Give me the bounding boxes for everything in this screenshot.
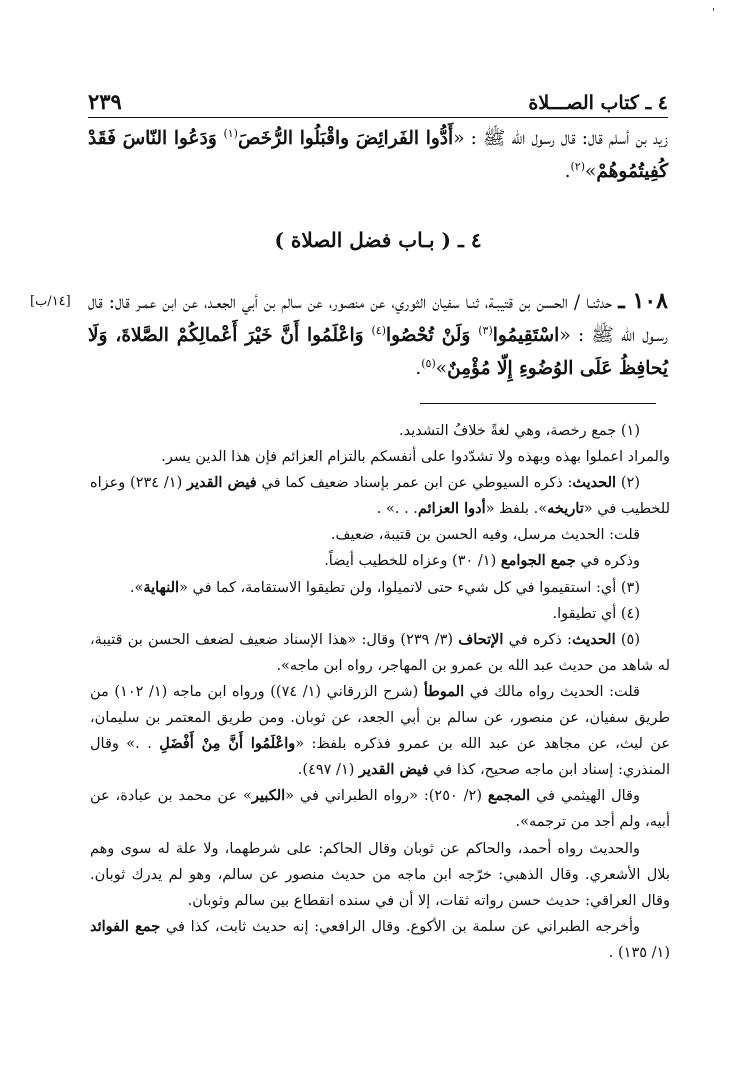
footnote-4: (٤) أي تطيقوا.	[552, 605, 640, 622]
hadith-matn-1: اسْتَقِيمُوا	[492, 325, 560, 346]
intro-hadith-text: أَدُّوا الفَرائِضَ واقْبَلُوا الرُّخَصَ	[237, 128, 454, 149]
footnote-2-label: الحديث	[572, 474, 617, 492]
footnote-2-text: : ذكره السيوطي عن ابن عمر بإسناد ضعيف كما في	[256, 475, 573, 492]
comment-6-text-3: . .» وقال المنذري: إسناد ابن ماجه صحيح، كذا في	[90, 736, 670, 779]
footnote-5-comment-3: والحديث رواه أحمد، والحاكم عن ثوبان وقال الحاكم: على شرطهما، ولا علة له سوى وهم بلال الأشعري. وقال الذهبي: خرّجه ابن ماجه من حديث منصور عن سالم، وهو لم يدرك ثوبان. وقال العراقي: حديث حسن رواته ثقات، إلا أن في سنده انقطاع بين سالم وثوبان.	[90, 840, 670, 909]
footnote-2-comment: قلت: الحديث مرسل، وفيه الحسن بن قتيبة، ضعيف.	[330, 527, 640, 544]
comment-6-text-2: (شرح الزرقاني (١/ ٧٤)) ورواه ابن ماجه (١/ ١٠٢) من طريق سفيان، عن منصور، عن سالم بن أبي الجعد، عن ثوبان. ومن طريق المعتمر بن سليمان، عن ليث، عن مجاهد عن عبد الله بن عمرو فذكره بلفظ: «	[90, 683, 670, 753]
footnote-ref-3: (٣)	[478, 323, 493, 337]
hadith-tail: .	[415, 358, 422, 379]
running-header	[88, 84, 668, 118]
comment-7-text-2: (٢/ ٢٥٠): «رواه الطبراني في «	[285, 788, 488, 805]
comment-6-lafz: واعْلَمُوا أَنَّ مِنْ أَفْضَلِ	[159, 735, 296, 753]
footnote-ref-5: (٥)	[421, 356, 436, 370]
footnote-2-text-3: ». بلفظ «	[485, 501, 548, 518]
footnote-5-comment-2	[90, 783, 670, 835]
footnote-5-label: الحديث	[571, 630, 616, 648]
margin-folio-ref: [١٤/ب]	[30, 294, 71, 309]
footnotes	[90, 418, 670, 966]
comment-7-book: المجمع	[487, 787, 531, 805]
footnote-2c-text-2: (١/ ٣٠) وعزاه للخطيب أيضاً.	[324, 553, 501, 570]
footnote-2c-book: جمع الجوامع	[500, 552, 576, 570]
footnote-3-end: ».	[129, 579, 144, 596]
hadith-number: ١٠٨ ـ	[618, 288, 668, 314]
footnote-2-book: فيض القدير	[187, 474, 257, 492]
footnote-5-comment-4	[90, 914, 670, 966]
footnote-ref-1: (١)	[223, 126, 238, 140]
hadith-matn-2: وَلَنْ تُحْصُوا	[386, 325, 479, 346]
footnote-2-end: . . .» .	[376, 501, 418, 518]
footnote-2	[90, 470, 670, 522]
comment-9-book: جمع الفوائد	[90, 917, 161, 935]
hadith-isnad: حدثنـا / الحسن بن قتيبـة، ثنـا سفيان الثوري، عن منصور، عن سالم بن أبي الجعـد، عن ابن عمـر قال: قال رسـول الله ﷺ : «	[88, 292, 668, 346]
footnote-2-tarikh: تاريخه	[547, 500, 584, 518]
comment-6-text: قلت: الحديث رواه مالك في	[464, 683, 640, 700]
footnote-2-text-2: (١/ ٢٣٤) وعزاه للخطيب في «	[90, 475, 670, 518]
comment-6-book-2: فيض القدير	[359, 761, 429, 779]
chapter-heading: ٤ ـ ( بـاب فضل الصلاة )	[274, 228, 482, 252]
footnote-5-number: (٥)	[615, 631, 640, 648]
chapter-running-title: ٤ ـ كتاب الصـــلاة	[528, 92, 668, 114]
footnote-5-comment	[90, 679, 670, 783]
footnote-5-book: الإتحاف	[458, 630, 504, 648]
footnote-1-continuation: والمراد اعملوا بهذه وبهذه ولا تشدّدوا على أنفسكم بالتزام العزائم فإن هذا الدين يسر.	[161, 449, 670, 466]
footnote-2-number: (٢)	[616, 475, 640, 492]
footnote-ref-4: (٤)	[371, 323, 386, 337]
hadith-quote-close: »	[435, 358, 448, 379]
intro-hadith-text-2: وَدَعُوا النّاسَ فَقَدْ كُفِيتُمُوهُمْ	[88, 128, 668, 182]
footnote-2-lafz: أدوا العزائم	[417, 500, 486, 518]
hadith-paragraph	[30, 285, 668, 385]
footnote-2c-text: وذكره في	[575, 553, 640, 570]
comment-6-book: الموطأ	[423, 682, 465, 700]
footnote-3-book: النهاية	[143, 578, 180, 596]
comment-9-end: (١/ ١٣٥) .	[608, 944, 670, 961]
footnote-5	[90, 627, 670, 679]
comment-6-end: (١/ ٤٩٧).	[297, 762, 360, 779]
footnote-separator	[420, 403, 656, 404]
comment-9-text: وأخرجه الطبراني عن سلمة بن الأكوع. وقال الرافعي: إنه حديث ثابت، كذا في	[160, 918, 640, 935]
intro-tail: .	[564, 161, 571, 182]
footnote-5-text-2: (٣/ ٢٣٩) وقال: «هذا الإسناد ضعيف لضعف الحسن بن قتيبة، له شاهد من حديث عبد الله بن عمرو بن المهاجر، رواه ابن ماجه».	[90, 631, 670, 674]
footnote-5-text: : ذكره في	[503, 631, 572, 648]
intro-text: زيد بن أسلم قال: قال رسول الله ﷺ : «	[453, 128, 668, 149]
footnote-ref-2: (٢)	[570, 159, 586, 173]
footnote-3	[90, 575, 670, 601]
intro-quote-close: »	[585, 161, 597, 182]
footnote-1: (١) جمع رخصة، وهي لغةً خلافُ التشديد.	[398, 423, 640, 439]
corner-mark: '	[712, 6, 716, 19]
footnote-2-comment-2	[90, 548, 670, 574]
footnote-3-text: (٣) أي: استقيموا في كل شيء حتى لاتميلوا، ولن تطيقوا الاستقامة، كما في «	[179, 579, 640, 596]
comment-7-text: وقال الهيثمي في	[530, 788, 640, 805]
comment-7-kabir: الكبير	[251, 787, 286, 805]
hadith-matn-3: وَاعْلَمُوا أَنَّ خَيْرَ أَعْمالِكُمْ الصَّلاةَ، وَلَا يُحافِظُ عَلَى الوُضُوءِ إِلّا مُؤْمِنٌ	[88, 325, 668, 379]
page-number: ٢٣٩	[88, 89, 122, 114]
intro-paragraph	[88, 122, 668, 188]
comment-7-end: » عن محمد بن عبادة، عن أبيه، ولم أجد من ترجمه».	[90, 788, 670, 831]
